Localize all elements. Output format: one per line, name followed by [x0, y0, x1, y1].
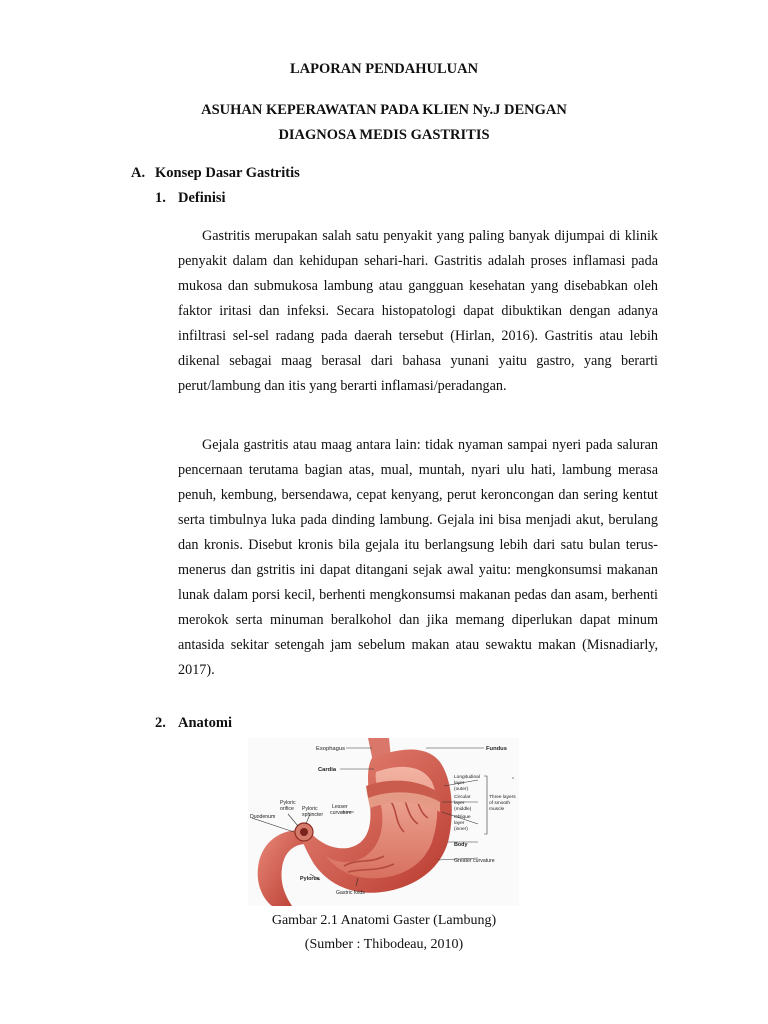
figure-caption: Gambar 2.1 Anatomi Gaster (Lambung): [271, 913, 497, 928]
paragraph-symptoms: Gejala gastritis atau maag antara lain: tidak nyaman sampai nyeri pada saluran pencernaan terutama bagian atas, mual, muntah, nyari ulu hati, lambung merasa penuh, kembung, bersendawa, cepat kenyang, perut keroncongan dan sering kentut serta timbulnya luka pada dinding lambung. Gejala ini bisa menjadi akut, berulang dan kronis. Disebut kronis bila gejala itu berlangsung lebih dari satu bulan terus-menerus dan gstritis ini dapat ditangani sejak awal yaitu: mengkonsumsi makanan lunak dalam porsi kecil, berhenti mengkonsumsi makanan pedas dan asam, berhenti merokok serta minuman beralkohol dan jika memang diperlukan dapat minum antasida sekitar setengah jam sebelum makan atau sewaktu makan (Misnadiarly, 2017).: [178, 437, 658, 678]
label-oblique-1: Oblique: [454, 815, 471, 820]
label-pyloric-sphincter-2: sphincter: [302, 812, 324, 818]
stomach-anatomy-figure: [248, 738, 519, 906]
duodenum-shape: [258, 830, 306, 906]
label-gastric-folds: Gastric folds: [336, 890, 365, 896]
label-fundus: Fundus: [486, 746, 507, 752]
label-pylorus: Pylorus: [300, 876, 320, 882]
label-lesser-curvature-2: curvature: [330, 810, 352, 816]
label-duodenum: Duodenum: [250, 814, 276, 820]
label-longitudinal-2: layer: [454, 781, 465, 786]
label-longitudinal-1: Longitudinal: [454, 775, 480, 780]
label-greater-curvature: Greater curvature: [454, 858, 495, 864]
document-title: LAPORAN PENDAHULUAN: [289, 61, 479, 77]
label-circular-2: layer: [454, 801, 465, 806]
subsection-1-title: Definisi: [178, 190, 226, 206]
subsection-1-marker: 1.: [155, 190, 166, 206]
label-pyloric-sphincter-1: Pyloric: [302, 806, 318, 812]
subsection-2-title: Anatomi: [178, 715, 232, 731]
label-three-layers-1: Three layers: [489, 795, 516, 800]
stomach-illustration: [248, 738, 519, 906]
label-circular-3: (middle): [454, 807, 472, 812]
document-subtitle-line-1: ASUHAN KEPERAWATAN PADA KLIEN Ny.J DENGAN: [201, 102, 567, 118]
section-a-title: Konsep Dasar Gastritis: [155, 165, 300, 181]
label-pyloric-orifice-1: Pyloric: [280, 800, 296, 806]
document-subtitle-line-2: DIAGNOSA MEDIS GASTRITIS: [278, 127, 490, 143]
label-lesser-curvature-1: Lesser: [332, 804, 348, 810]
label-body: Body: [454, 842, 468, 848]
label-pyloric-orifice-2: orifice: [280, 806, 294, 812]
label-circular-1: Circular: [454, 795, 471, 800]
paragraph-definition: Gastritis merupakan salah satu penyakit yang paling banyak dijumpai di klinik penyakit dalam dan kehidupan sehari-hari. Gastritis adalah proses inflamasi pada mukosa dan submukosa lambung atau gangguan kesehatan yang disebabkan oleh faktor iritasi dan infeksi. Secara histopatologi dapat dibuktikan dengan adanya infiltrasi sel-sel radang pada daerah tersebut (Hirlan, 2016). Gastritis atau lebih dikenal sebagai maag berasal dari bahasa yunani yaitu gastro, yang berarti perut/lambung dan itis yang berarti inflamasi/peradangan.: [178, 228, 658, 394]
label-esophagus: Esophagus: [316, 746, 346, 752]
label-cardia: Cardia: [318, 767, 337, 773]
pyloric-orifice-shape: [300, 828, 308, 836]
subsection-2-marker: 2.: [155, 715, 166, 731]
label-three-layers-2: of smooth: [489, 801, 511, 806]
label-three-layers-3: muscle: [489, 807, 505, 812]
label-longitudinal-3: (outer): [454, 787, 469, 792]
section-a-marker: A.: [131, 165, 146, 181]
label-oblique-2: layer: [454, 821, 465, 826]
label-oblique-3: (inner): [454, 827, 468, 832]
figure-source: (Sumber : Thibodeau, 2010): [304, 937, 464, 952]
